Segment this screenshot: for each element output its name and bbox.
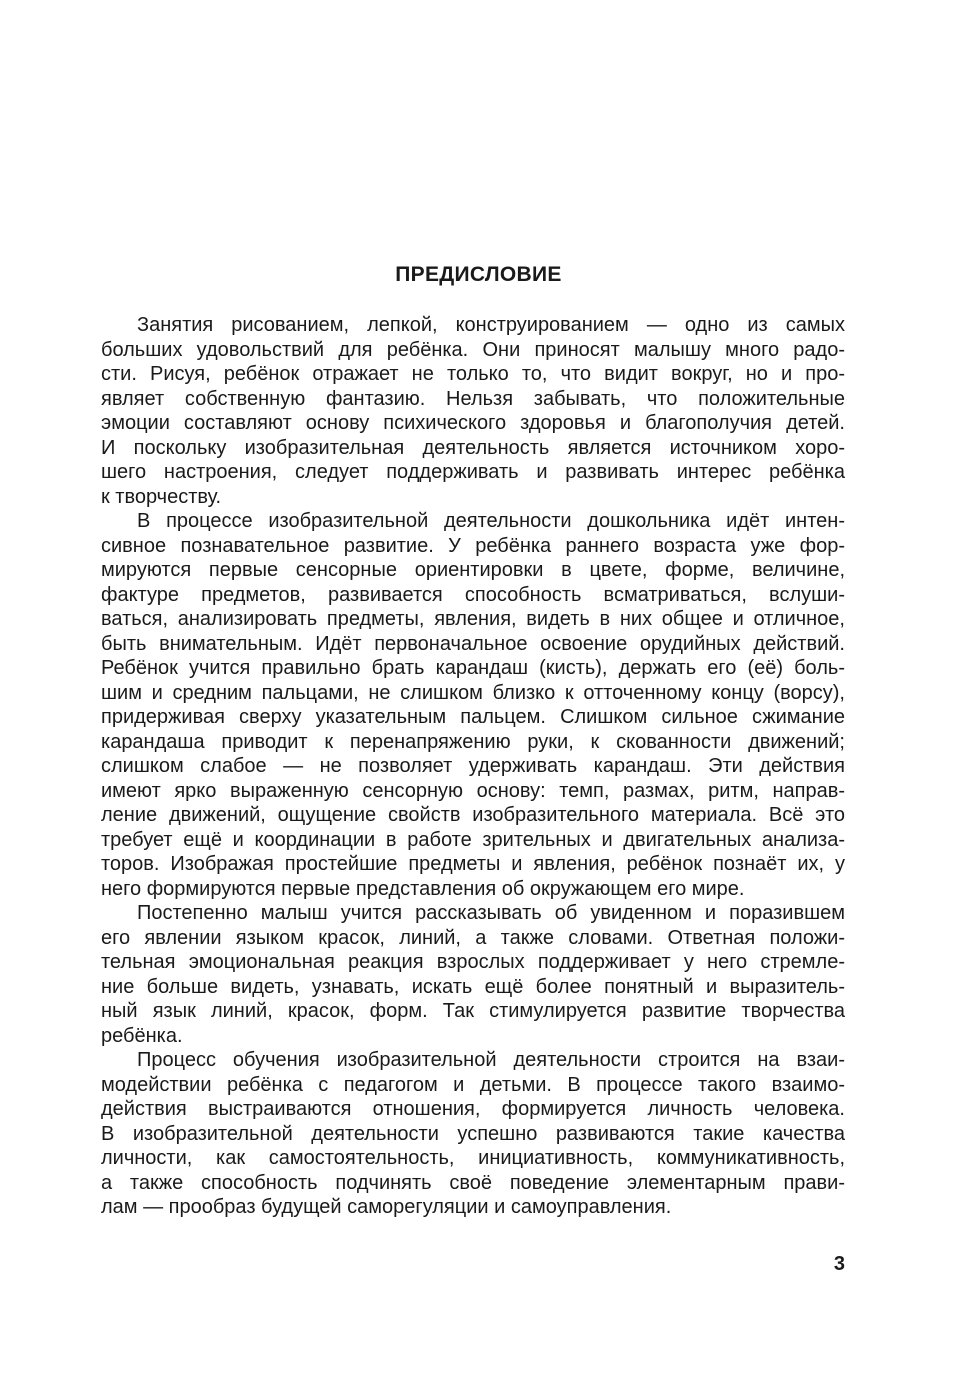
page-number: 3	[833, 1253, 845, 1275]
text-line: мируются первые сенсорные ориентировки в цвете, форме, величине,	[101, 559, 845, 581]
text-line: действия выстраиваются отношения, формируется личность человека.	[101, 1098, 845, 1120]
paragraph	[101, 509, 845, 901]
text-line: В процессе изобразительной деятельности дошкольника идёт интен-	[137, 510, 845, 532]
text-line: модействии ребёнка с педагогом и детьми. В процессе такого взаимо-	[101, 1073, 845, 1096]
paragraph	[101, 901, 845, 1048]
text-line: имеют ярко выраженную сенсорную основу: темп, размах, ритм, направ-	[101, 779, 845, 802]
text-line: ние больше видеть, узнавать, искать ещё более понятный и выразитель-	[101, 975, 845, 998]
text-line: его явлении языком красок, линий, а также словами. Ответная положи-	[101, 926, 845, 949]
text-line: являет собственную фантазию. Нельзя забывать, что положительные	[101, 387, 845, 410]
text-line: сивное познавательное развитие. У ребёнка раннего возраста уже фор-	[101, 534, 845, 557]
text-line: требует ещё и координации в работе зрительных и двигательных анализа-	[101, 828, 845, 851]
paragraph	[101, 313, 845, 509]
text-line: него формируются первые представления об окружающем его мире.	[101, 877, 745, 900]
text-line: ваться, анализировать предметы, явления, видеть в них общее и отличное,	[101, 608, 845, 630]
text-line: сти. Рисуя, ребёнок отражает не только то, что видит вокруг, но и про-	[101, 363, 845, 385]
text-line: больших удовольствий для ребёнка. Они приносят малышу много радо-	[101, 338, 845, 361]
text-line: Постепенно малыш учится рассказывать об увиденном и поразившем	[137, 902, 845, 924]
text-line: слишком слабое — не позволяет удерживать карандаш. Эти действия	[101, 755, 845, 777]
page-title: ПРЕДИСЛОВИЕ	[395, 263, 562, 286]
text-line: шим и средним пальцами, не слишком близко к отточенному концу (ворсу),	[101, 681, 845, 704]
text-line: Ребёнок учится правильно брать карандаш (кисть), держать его (её) боль-	[101, 657, 845, 679]
text-line: торов. Изображая простейшие предметы и явления, ребёнок познаёт их, у	[101, 853, 845, 875]
text-line: фактуре предметов, развивается способность всматриваться, вслуши-	[101, 583, 845, 606]
text-line: придерживая сверху указательным пальцем. Слишком сильное сжимание	[101, 706, 845, 728]
text-line: ребёнка.	[101, 1024, 183, 1047]
text-line: тельная эмоциональная реакция взрослых поддерживает у него стремле-	[101, 951, 845, 973]
text-line: И поскольку изобразительная деятельность является источником хоро-	[101, 436, 845, 459]
text-line: Занятия рисованием, лепкой, конструированием — одно из самых	[137, 314, 845, 336]
text-line: ление движений, ощущение свойств изобразительного материала. Всё это	[101, 804, 845, 826]
text-line: шего настроения, следует поддерживать и развивать интерес ребёнка	[101, 461, 845, 483]
body-text	[101, 313, 845, 1220]
text-line: ный язык линий, красок, форм. Так стимулируется развитие творчества	[101, 1000, 845, 1022]
text-line: к творчеству.	[101, 485, 222, 508]
paragraph	[101, 1048, 845, 1220]
text-line: эмоции составляют основу психического здоровья и благополучия детей.	[101, 412, 845, 434]
text-line: В изобразительной деятельности успешно развиваются такие качества	[101, 1122, 845, 1145]
text-line: карандаша приводит к перенапряжению руки, к скованности движений;	[101, 730, 845, 753]
text-line: быть внимательным. Идёт первоначальное освоение орудийных действий.	[101, 632, 845, 655]
text-line: лам — прообраз будущей саморегуляции и самоуправления.	[101, 1196, 672, 1218]
text-line: а также способность подчинять своё поведение элементарным прави-	[101, 1171, 845, 1194]
text-line: личности, как самостоятельность, инициативность, коммуникативность,	[101, 1147, 845, 1169]
text-line: Процесс обучения изобразительной деятельности строится на взаи-	[137, 1049, 845, 1071]
